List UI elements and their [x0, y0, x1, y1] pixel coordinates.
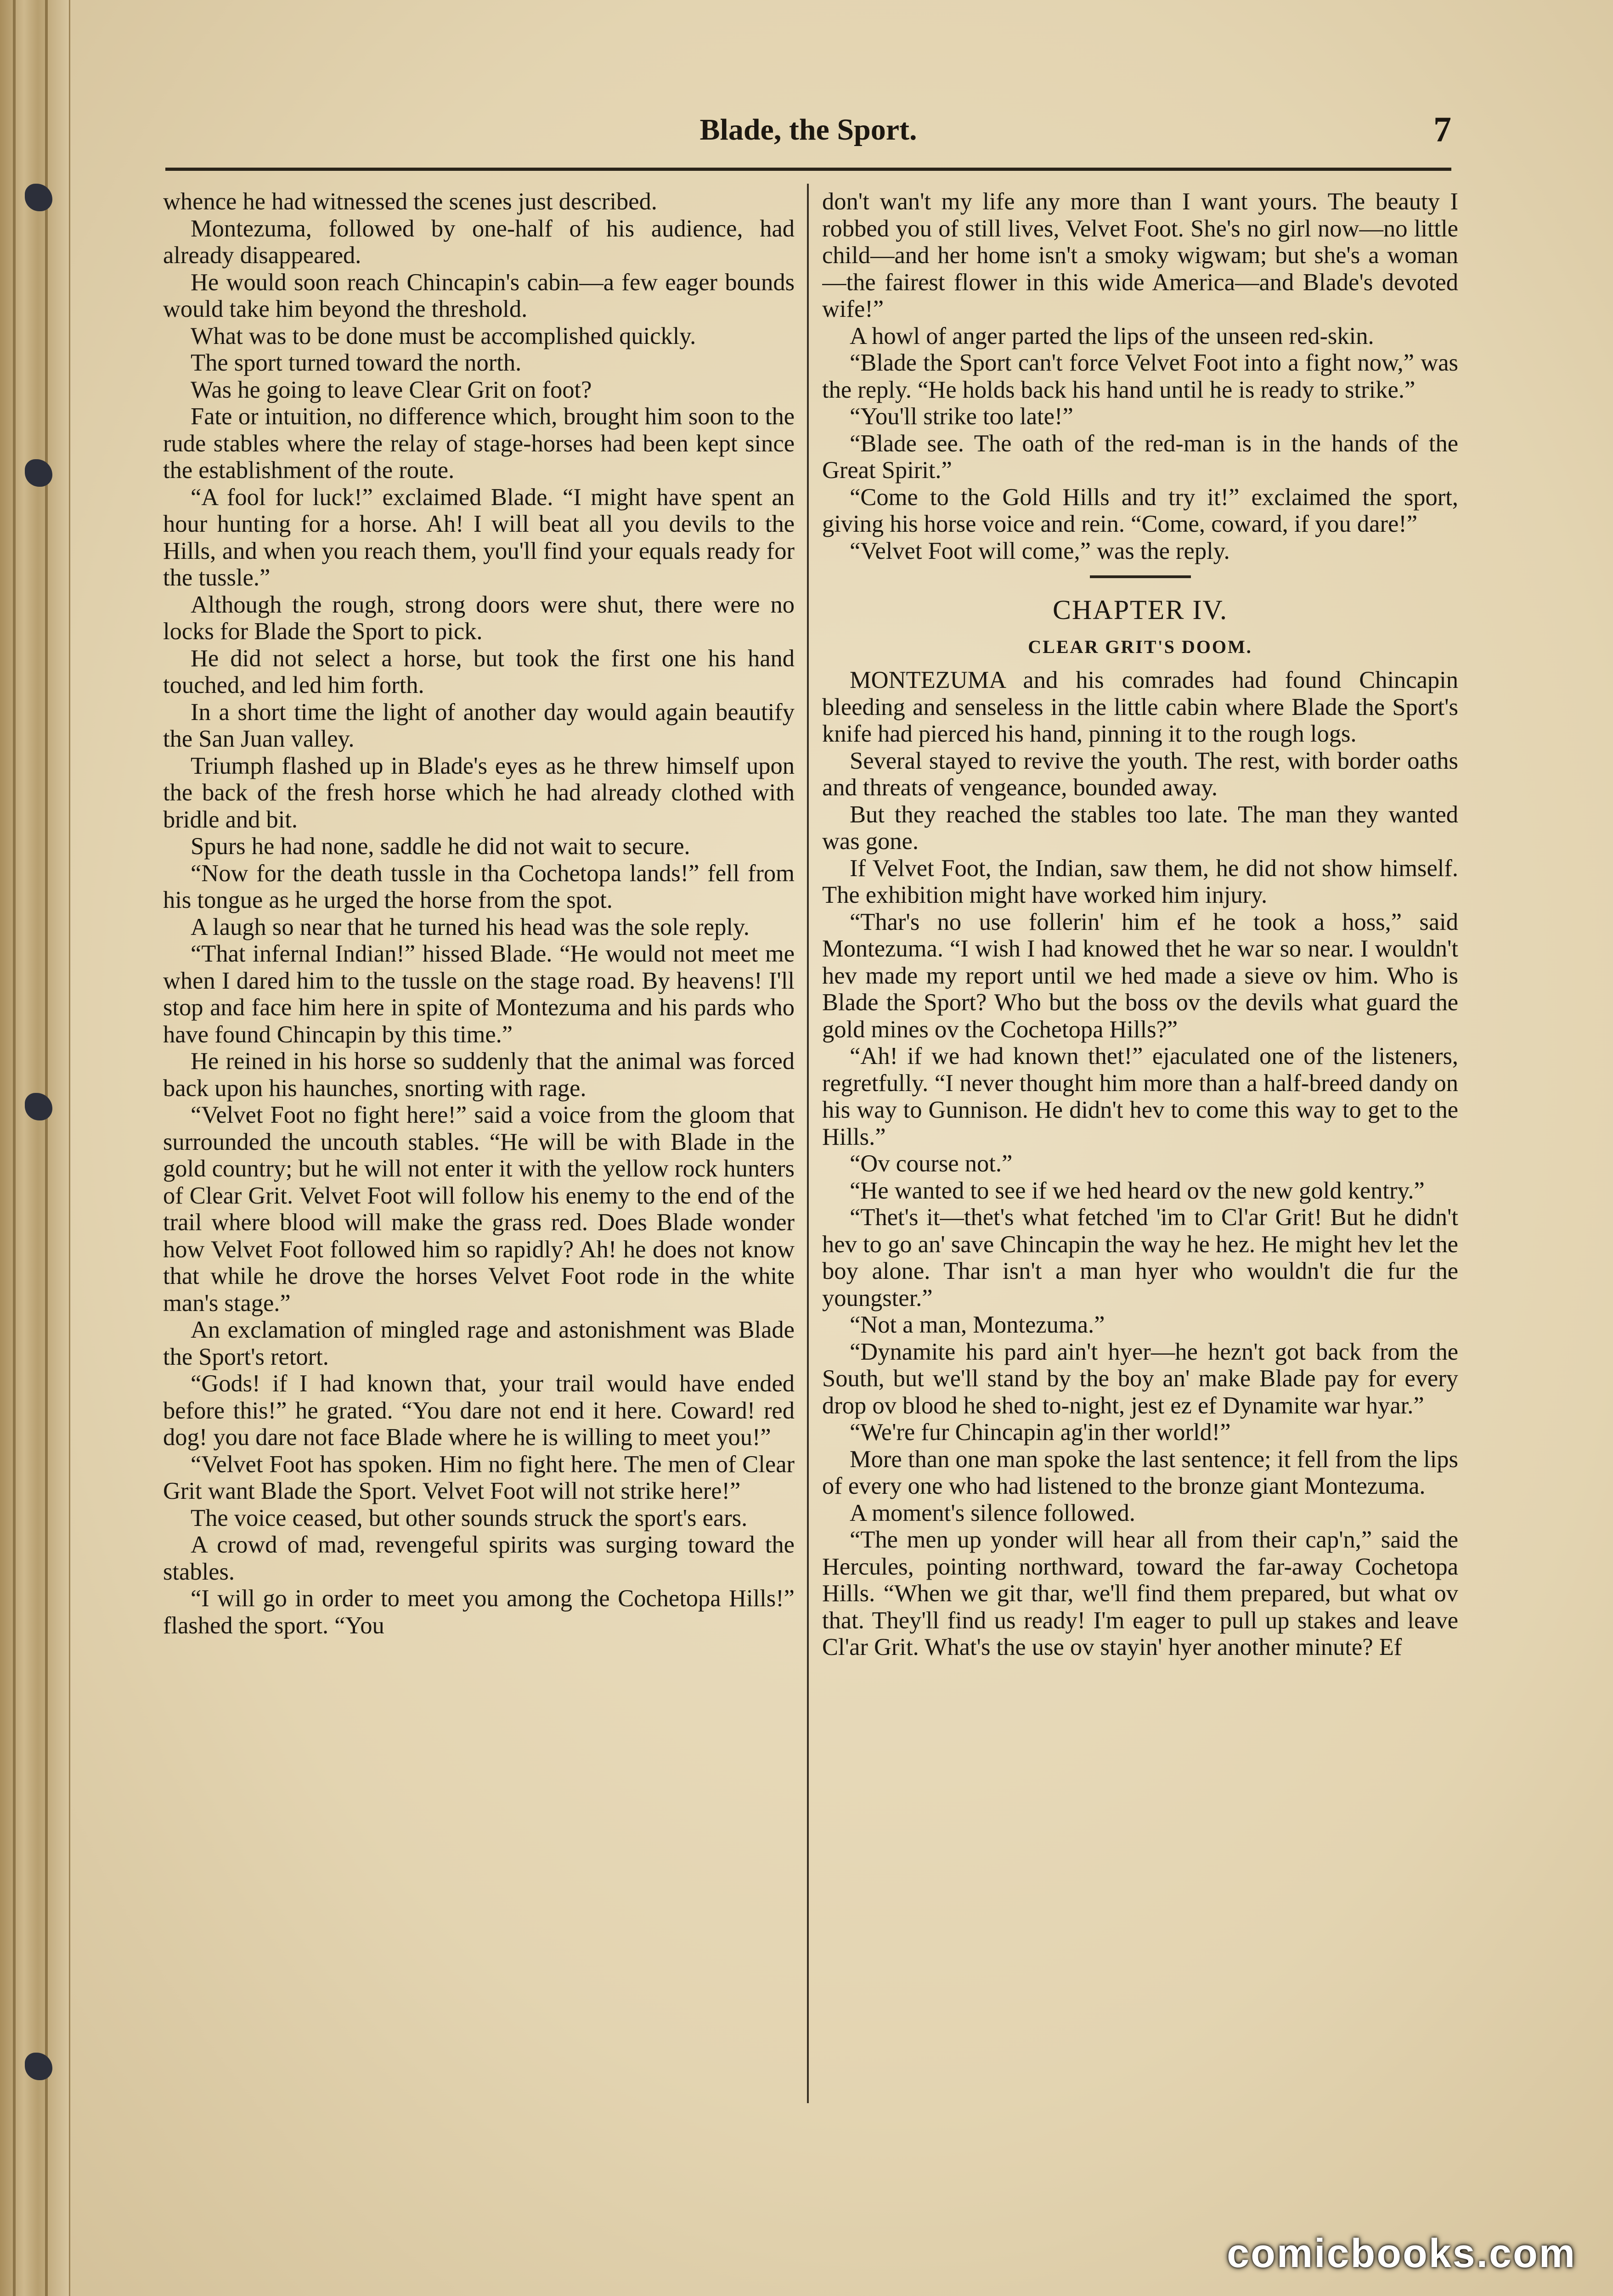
paragraph: What was to be done must be accomplished quickly. [191, 322, 696, 349]
paragraph: If Velvet Foot, the Indian, saw them, he did not show himself. The exhibition might have worked him injury. [822, 855, 1458, 908]
paragraph: In a short time the light of another day would again beautify the San Juan valley. [163, 698, 795, 752]
paragraph: MONTEZUMA and his comrades had found Chincapin bleeding and senseless in the little cabin where Blade the Sport's knife had pierced his hand, pinning it to the rough logs. [822, 667, 1458, 747]
paragraph: “The men up yonder will hear all from their cap'n,” said the Hercules, pointing northward, toward the far-away Cochetopa Hills. “When we git thar, we'll find them prepared, but what ov that. They'll find us ready! I'm eager to pull up stakes and leave Cl'ar Grit. What's the use ov stayin' hyer another minute? Ef [822, 1526, 1458, 1660]
paragraph: The sport turned toward the north. [191, 349, 522, 376]
paragraph: “Velvet Foot will come,” was the reply. [850, 537, 1230, 564]
binding-staple [25, 459, 52, 487]
paragraph: He did not select a horse, but took the first one his hand touched, and led him forth. [163, 645, 795, 698]
paragraph: “We're fur Chincapin ag'in ther world!” [850, 1419, 1231, 1446]
paragraph: A moment's silence followed. [850, 1499, 1135, 1526]
paragraph: “That infernal Indian!” hissed Blade. “He would not meet me when I dared him to the tussle on the stage road. By heavens! I'll stop and face him here in spite of Montezuma and his pards who have found Chincapin by this time.” [163, 940, 795, 1048]
binding-staple [25, 184, 52, 211]
paragraph: Although the rough, strong doors were shut, there were no locks for Blade the Sport to pick. [163, 591, 795, 645]
spine-crease [13, 0, 16, 2296]
chapter-title: CHAPTER IV. [1053, 595, 1228, 625]
paragraph: Montezuma, followed by one-half of his audience, had already disappeared. [163, 215, 795, 269]
paragraph: “Now for the death tussle in tha Cochetopa lands!” fell from his tongue as he urged the horse from the spot. [163, 860, 795, 913]
paragraph: “You'll strike too late!” [850, 403, 1073, 430]
paragraph: “Ah! if we had known thet!” ejaculated one of the listeners, regretfully. “I never thought him more than a half-breed dandy on his way to Gunnison. He didn't hev to come this way to get to the Hills.” [822, 1043, 1458, 1150]
page-header [165, 103, 1451, 163]
paragraph: More than one man spoke the last sentence; it fell from the lips of every one who had listened to the bronze giant Montezuma. [822, 1446, 1458, 1499]
paragraph: But they reached the stables too late. The man they wanted was gone. [822, 801, 1458, 855]
paragraph: Spurs he had none, saddle he did not wait to secure. [191, 833, 690, 860]
paragraph: “Not a man, Montezuma.” [850, 1311, 1105, 1338]
page-number: 7 [1433, 109, 1451, 149]
paragraph: He would soon reach Chincapin's cabin—a few eager bounds would take him beyond the threshold. [163, 269, 795, 322]
paragraph: don't wan't my life any more than I want yours. The beauty I robbed you of still lives, Velvet Foot. She's no girl now—no little child—and her home isn't a smoky wigwam; but she's a woman—the fairest flower in this wide America—and Blade's devoted wife!” [822, 188, 1458, 322]
paragraph: Was he going to leave Clear Grit on foot? [191, 376, 592, 403]
paragraph: “He wanted to see if we hed heard ov the new gold kentry.” [850, 1177, 1425, 1204]
section-rule [1090, 575, 1191, 578]
header-rule [165, 168, 1451, 171]
paragraph: whence he had witnessed the scenes just described. [163, 188, 657, 215]
paragraph: “Thar's no use follerin' him ef he took a hoss,” said Montezuma. “I wish I had knowed thet he war so near. I wouldn't hev made my report until we hed made a sieve ov him. Who is Blade the Sport? Who but the boss ov the devils what guard the gold mines ov the Cochetopa Hills?” [822, 908, 1458, 1043]
running-title: Blade, the Sport. [699, 113, 917, 146]
paragraph: “A fool for luck!” exclaimed Blade. “I might have spent an hour hunting for a horse. Ah! I will beat all you devils to the Hills, and when you reach them, you'll find your equals ready for the tussle.” [163, 484, 795, 591]
paragraph: “Gods! if I had known that, your trail would have ended before this!” he grated. “You dare not end it here. Coward! red dog! you dare not face Blade where he is willing to meet you!” [163, 1370, 795, 1451]
binding-staple [25, 2053, 52, 2080]
right-column [822, 188, 1458, 2112]
paragraph: Several stayed to revive the youth. The rest, with border oaths and threats of vengeance, bounded away. [822, 747, 1458, 801]
spine-crease [45, 0, 48, 2296]
paragraph: “Blade see. The oath of the red-man is in the hands of the Great Spirit.” [822, 430, 1458, 484]
paragraph: Fate or intuition, no difference which, brought him soon to the rude stables where the relay of stage-horses had been kept since the establishment of the route. [163, 403, 795, 484]
paragraph: “Velvet Foot has spoken. Him no fight here. The men of Clear Grit want Blade the Sport. Velvet Foot will not strike here!” [163, 1451, 795, 1504]
paragraph: “Dynamite his pard ain't hyer—he hezn't got back from the South, but we'll stand by the boy an' make Blade pay for every drop ov blood he shed to-night, jest ez ef Dynamite war hyar.” [822, 1338, 1458, 1419]
paragraph: “Thet's it—thet's what fetched 'im to Cl'ar Grit! But he didn't hev to go an' save Chincapin the way he hez. He might hev let the boy alone. Thar isn't a man hyer who wouldn't die fur the youngster.” [822, 1204, 1458, 1311]
paragraph: A howl of anger parted the lips of the unseen red-skin. [850, 322, 1374, 349]
binding-spine [0, 0, 70, 2296]
paragraph: An exclamation of mingled rage and astonishment was Blade the Sport's retort. [163, 1317, 795, 1370]
paragraph: A crowd of mad, revengeful spirits was surging toward the stables. [163, 1531, 795, 1585]
paragraph: Triumph flashed up in Blade's eyes as he threw himself upon the back of the fresh horse which he had already clothed with bridle and bit. [163, 752, 795, 833]
paragraph: “Velvet Foot no fight here!” said a voice from the gloom that surrounded the uncouth stables. “He will be with Blade in the gold country; but he will not enter it with the yellow rock hunters of Clear Grit. Velvet Foot will follow his enemy to the end of the trail where blood will make the grass red. Does Blade wonder how Velvet Foot followed him so rapidly? Ah! he does not know that while he drove the horses Velvet Foot rode in the white man's stage.” [163, 1102, 795, 1317]
paragraph: “Ov course not.” [850, 1150, 1013, 1177]
chapter-subtitle: CLEAR GRIT'S DOOM. [1028, 636, 1252, 657]
paragraph: “Come to the Gold Hills and try it!” exclaimed the sport, giving his horse voice and rein. “Come, coward, if you dare!” [822, 484, 1458, 537]
paragraph: “I will go in order to meet you among the Cochetopa Hills!” flashed the sport. “You [163, 1585, 795, 1639]
column-divider [807, 184, 809, 2103]
site-watermark: comicbooks.com [1227, 2230, 1576, 2276]
left-column [163, 188, 795, 2112]
binding-staple [25, 1093, 52, 1120]
paragraph: “Blade the Sport can't force Velvet Foot into a fight now,” was the reply. “He holds back his hand until he is ready to strike.” [822, 349, 1458, 403]
paragraph: The voice ceased, but other sounds struck the sport's ears. [191, 1504, 748, 1531]
paragraph: He reined in his horse so suddenly that the animal was forced back upon his haunches, snorting with rage. [163, 1048, 795, 1102]
paragraph: A laugh so near that he turned his head was the sole reply. [191, 913, 750, 940]
